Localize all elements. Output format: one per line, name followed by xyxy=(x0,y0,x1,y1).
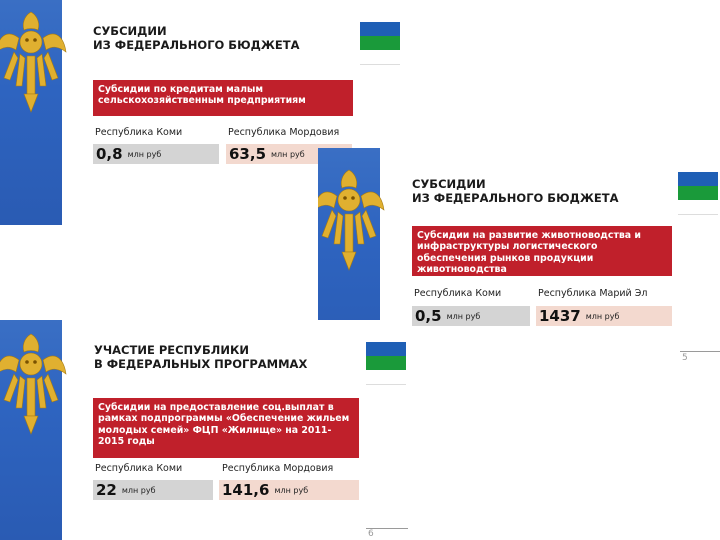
page-number: 6 xyxy=(368,529,374,539)
right-value: 1437 xyxy=(539,307,581,325)
emblem-icon xyxy=(0,330,68,440)
slide-3-title xyxy=(94,344,307,372)
right-region-label: Республика Мордовия xyxy=(222,463,334,474)
left-unit: млн руб xyxy=(446,311,481,321)
right-value-cell xyxy=(219,480,359,500)
left-value-cell xyxy=(412,306,530,326)
footer-line xyxy=(680,351,720,352)
right-unit: млн руб xyxy=(271,149,305,159)
left-region-label: Республика Коми xyxy=(95,463,183,474)
left-value-cell xyxy=(93,144,219,164)
title-line-2: ИЗ ФЕДЕРАЛЬНОГО БЮДЖЕТА xyxy=(412,190,619,205)
title-line-1: СУБСИДИИ xyxy=(412,177,486,191)
left-value: 22 xyxy=(96,481,117,499)
left-region-label: Республика Коми xyxy=(95,127,183,138)
right-value: 63,5 xyxy=(229,145,267,163)
page-number: 5 xyxy=(682,353,688,363)
left-unit: млн руб xyxy=(121,485,156,495)
right-unit: млн руб xyxy=(274,485,309,495)
title-line-2: ИЗ ФЕДЕРАЛЬНОГО БЮДЖЕТА xyxy=(93,37,300,52)
left-unit: млн руб xyxy=(127,149,162,159)
emblem-icon xyxy=(0,8,68,118)
subsidy-description: Субсидии на развитие животноводства и инфраструктуры логистического обеспечения рынков продукции животноводства xyxy=(412,226,672,276)
slide-2-title xyxy=(412,178,619,206)
right-region-label: Республика Мордовия xyxy=(228,127,340,138)
right-value-cell xyxy=(536,306,672,326)
flag-icon xyxy=(678,172,718,215)
title-line-1: УЧАСТИЕ РЕСПУБЛИКИ xyxy=(94,343,250,357)
flag-icon xyxy=(366,342,406,385)
left-value: 0,8 xyxy=(96,145,123,163)
flag-icon xyxy=(360,22,400,65)
title-line-1: СУБСИДИИ xyxy=(93,24,167,38)
right-region-label: Республика Марий Эл xyxy=(538,288,648,299)
right-value: 141,6 xyxy=(222,481,270,499)
title-line-2: В ФЕДЕРАЛЬНЫХ ПРОГРАММАХ xyxy=(94,356,308,371)
slide-3 xyxy=(0,320,408,540)
left-region-label: Республика Коми xyxy=(414,288,502,299)
subsidy-description: Субсидии по кредитам малым сельскохозяйственным предприятиям xyxy=(93,80,353,116)
subsidy-description: Субсидии на предоставление соц.выплат в рамках подпрограммы «Обеспечение жильем молодых семей» ФЦП «Жилище» на 2011-2015 годы xyxy=(93,398,359,458)
slide-1-title xyxy=(93,25,300,53)
emblem-icon xyxy=(318,166,386,276)
left-value: 0,5 xyxy=(415,307,442,325)
left-value-cell xyxy=(93,480,213,500)
right-unit: млн руб xyxy=(585,311,620,321)
